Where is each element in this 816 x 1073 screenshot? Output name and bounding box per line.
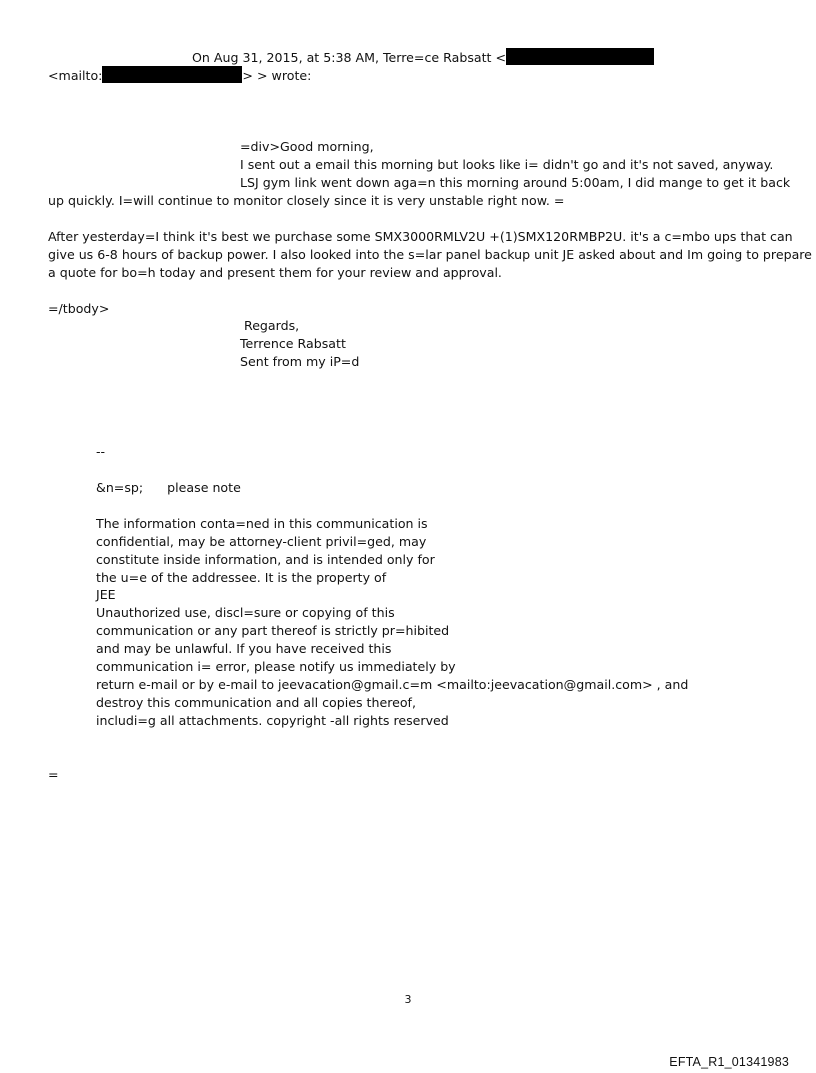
message-line: I sent out a email this morning but looks like i= didn't go and it's not saved, anyway. <box>240 157 774 172</box>
signature-line: Terrence Rabsatt <box>240 336 346 351</box>
disclaimer-line: the u=e of the addressee. It is the property of <box>96 570 387 585</box>
message-line: up quickly. I=will continue to monitor closely since it is very unstable right now. = <box>48 193 565 208</box>
footer-note: &n=sp; please note <box>96 480 241 495</box>
disclaimer-line: constitute inside information, and is intended only for <box>96 552 435 567</box>
message-line: =div>Good morning, <box>240 139 374 154</box>
disclaimer-line: includi=g all attachments. copyright -all rights reserved <box>96 713 449 728</box>
message-line: LSJ gym link went down aga=n this morning around 5:00am, I did mange to get it back <box>240 175 791 190</box>
page-number: 3 <box>404 993 412 1006</box>
disclaimer-line: Unauthorized use, discl=sure or copying of this <box>96 605 395 620</box>
message-paragraph-line: a quote for bo=h today and present them for your review and approval. <box>48 265 502 280</box>
footer-dashes: -- <box>96 444 106 459</box>
redaction-bar <box>506 48 654 65</box>
document-id: EFTA_R1_01341983 <box>669 1055 789 1069</box>
disclaimer-line: and may be unlawful. If you have received this <box>96 641 392 656</box>
disclaimer-line: The information conta=ned in this communication is <box>96 516 428 531</box>
message-paragraph-line: After yesterday=I think it's best we purchase some SMX3000RMLV2U +(1)SMX120RMBP2U. it's a c=mbo ups that can <box>48 229 793 244</box>
redaction-bar <box>102 66 242 83</box>
disclaimer-line: JEE <box>96 587 116 602</box>
header-mailto-prefix: <mailto: <box>48 68 103 83</box>
disclaimer-line: return e-mail or by e-mail to jeevacation@gmail.c=m <mailto:jeevacation@gmail.com> , and <box>96 677 689 692</box>
disclaimer-line: communication i= error, please notify us immediately by <box>96 659 456 674</box>
header-wrote: > > wrote: <box>242 68 312 83</box>
message-paragraph-line: give us 6-8 hours of backup power. I also looked into the s=lar panel backup unit JE asked about and Im going to prepare <box>48 247 812 262</box>
disclaimer-line: communication or any part thereof is strictly pr=hibited <box>96 623 450 638</box>
header-sent-info: On Aug 31, 2015, at 5:38 AM, Terre=ce Rabsatt < <box>192 50 507 65</box>
signature-line: Sent from my iP=d <box>240 354 360 369</box>
signature-line: Regards, <box>240 318 300 333</box>
tbody-close-tag: =/tbody> <box>48 301 110 316</box>
disclaimer-line: destroy this communication and all copies thereof, <box>96 695 416 710</box>
header-line <box>48 66 311 85</box>
trailing-equals: = <box>48 767 59 782</box>
header-line <box>192 48 654 67</box>
disclaimer-line: confidential, may be attorney-client privil=ged, may <box>96 534 427 549</box>
